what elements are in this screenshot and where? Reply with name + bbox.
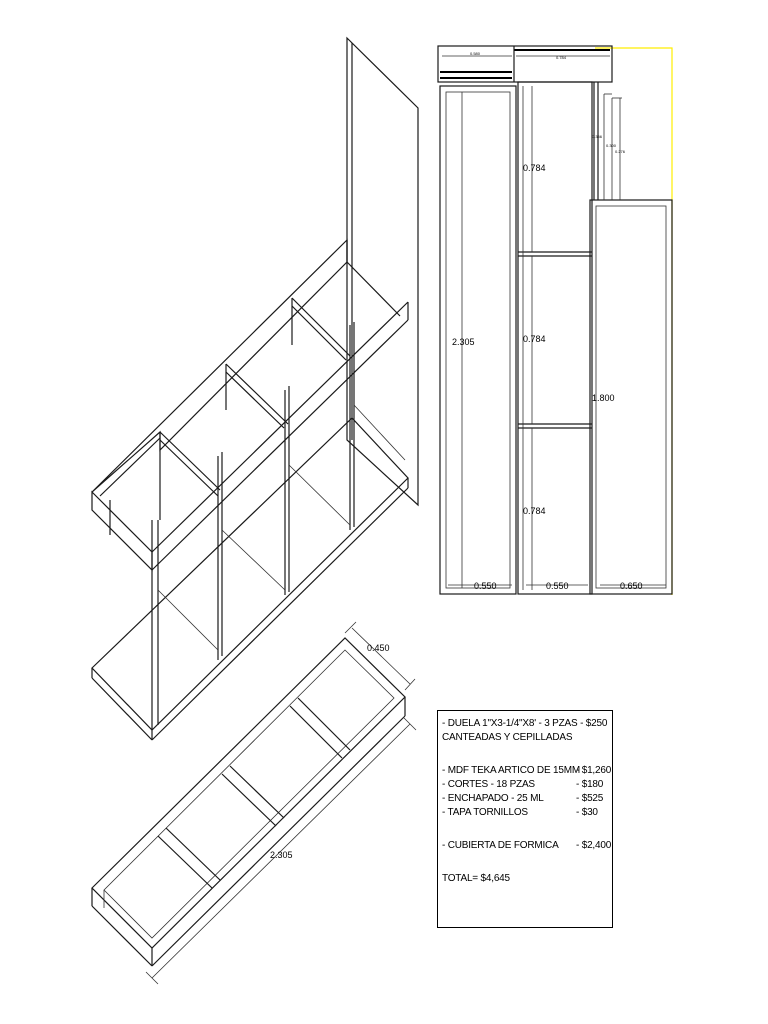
dim-box-depth: 0.450: [367, 643, 390, 653]
dim-width-3: 0.650: [620, 581, 643, 591]
elevation-view: [438, 46, 672, 595]
isometric-box: [92, 622, 416, 984]
cost-item-duela-note: CANTEADAS Y CEPILLADAS: [442, 732, 573, 743]
dim-shelf-2: 0.784: [523, 334, 546, 344]
dim-tiny-a: 0.356: [592, 134, 603, 139]
dim-tiny-c: 0.276: [615, 149, 626, 154]
cost-total: TOTAL= $4,645: [442, 873, 510, 884]
dim-shelf-1: 0.784: [523, 163, 546, 173]
dim-tiny-b: 0.300: [606, 143, 617, 148]
dim-width-1: 0.550: [474, 581, 497, 591]
isometric-shelf-unit: [92, 38, 418, 740]
dim-width-2: 0.550: [546, 581, 569, 591]
dim-height-total: 2.305: [452, 337, 475, 347]
cost-item-cortes: - CORTES - 18 PZAS - $180: [442, 779, 604, 790]
cost-item-mdf: - MDF TEKA ARTICO DE 15MM - $1,260: [442, 765, 612, 776]
cost-item-enchapado: - ENCHAPADO - 25 ML - $525: [442, 793, 604, 804]
dim-top-b: 0.784: [556, 55, 567, 60]
dim-top-a: 0.580: [470, 51, 481, 56]
cost-item-cubierta: - CUBIERTA DE FORMICA - $2,400: [442, 840, 612, 851]
cost-list-box: [437, 710, 613, 928]
cost-item-tapa: - TAPA TORNILLOS - $30: [442, 807, 598, 818]
dim-side-height: 1.800: [592, 393, 615, 403]
cost-item-duela: - DUELA 1"X3-1/4"X8' - 3 PZAS - $250: [442, 718, 608, 729]
dim-box-length: 2.305: [270, 850, 293, 860]
dim-shelf-3: 0.784: [523, 506, 546, 516]
